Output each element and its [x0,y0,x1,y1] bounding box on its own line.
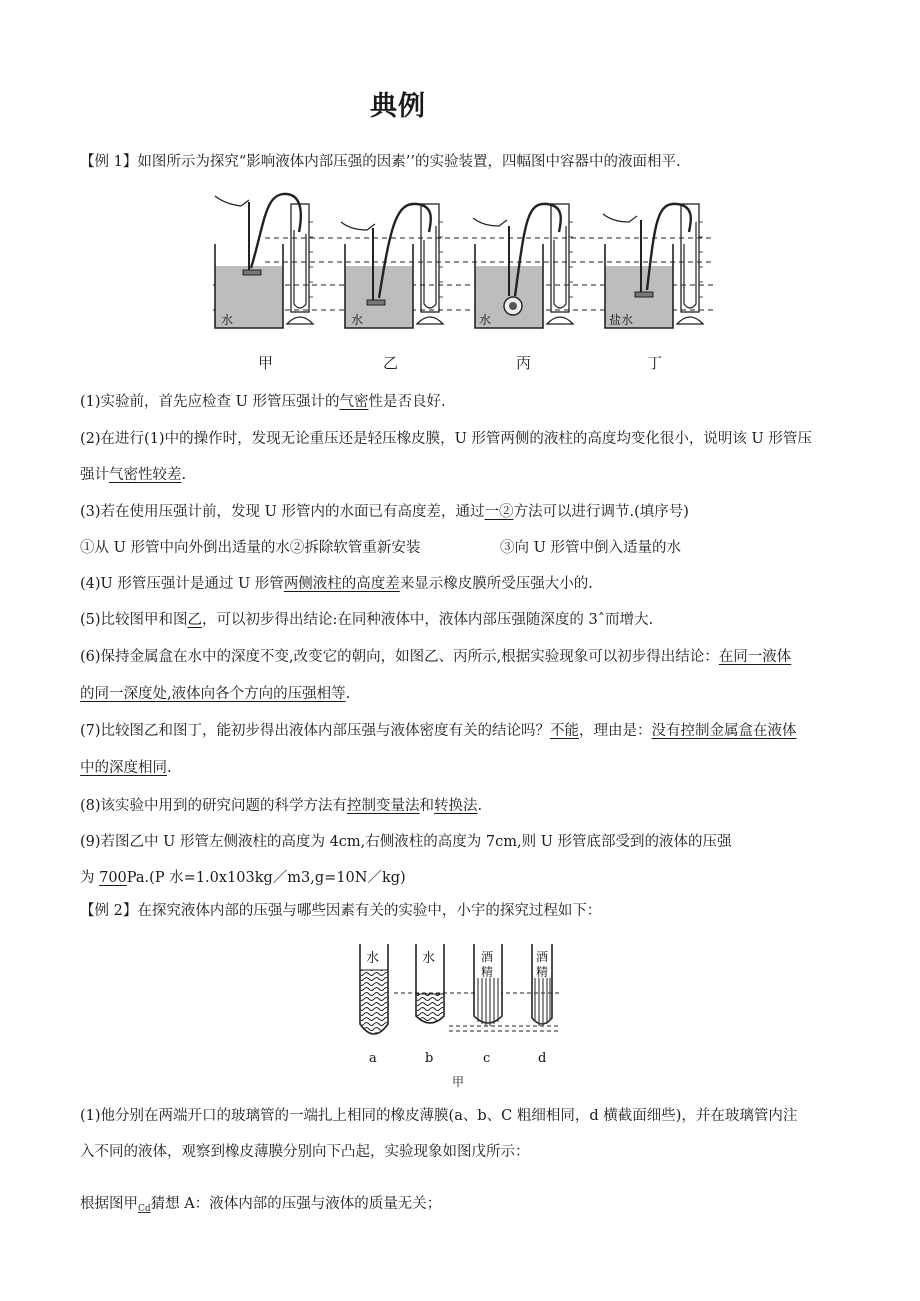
answer-7b: 没有控制金属盒在液体 [651,723,797,739]
apparatus-yi [341,204,443,328]
tube-b-label: b [425,1051,434,1066]
tube-b-liquid: 水 [422,951,436,966]
question-9-line1: (9)若图乙中 U 形管左侧液柱的高度为 4cm,右侧液柱的高度为 7cm,则 U 形管底部受到的液体的压强 [80,834,732,850]
question-2-line1: (2)在进行(1)中的操作时，发现无论重压还是轻压橡皮膜，U 形管两侧的液柱的高度均变化很小，说明该 U 形管压 [80,431,812,447]
answer-6b: 的同一深度处,液体向各个方向的压强相等 [80,686,346,702]
example2-intro [80,899,601,920]
tube-d-liquid: 酒 [536,950,549,964]
manometer-figure [205,182,725,342]
beaker-label-bing: 水 [479,313,492,327]
question-1: (1)实验前，首先应检查 U 形管压强计的气密性是否良好. [80,394,446,410]
tube-d [532,944,552,1066]
example2-p1-line2: 入不同的液体，观察到橡皮薄膜分别向下凸起，实验现象如图戊所示： [80,1144,530,1160]
caption-ding: 丁 [647,354,663,372]
question-5: (5)比较图甲和图乙，可以初步得出结论:在同种液体中，液体内部压强随深度的 3ˆ而增大. [80,612,654,628]
tube-b [416,944,444,1066]
answer-2: 气密性较差 [109,467,182,483]
answer-9: 700 [99,870,127,886]
example2-tag: 【例 2】 [80,903,138,919]
question-8: (8)该实验中用到的研究问题的科学方法有控制变量法和转换法. [80,798,483,814]
question-7-line2: 中的深度相同. [80,760,172,776]
tube-a-label: a [369,1051,377,1066]
question-3-options: ①从 U 形管中向外倒出适量的水②拆除软管重新安装 [80,540,421,556]
caption-bing: 丙 [516,354,532,372]
tube-a [360,944,388,1066]
answer-7a: 不能 [550,723,580,739]
question-3-option-3: ③向 U 形管中倒入适量的水 [500,540,681,556]
beaker-label-yi: 水 [351,313,364,327]
question-6-line1: (6)保持金属盒在水中的深度不变,改变它的朝向，如图乙、丙所示,根据实验现象可以初步得出结论：在同一液体 [80,649,792,665]
question-3: (3)若在使用压强计前，发现 U 形管内的水面已有高度差，通过一②方法可以进行调节.(填序号) [80,504,689,520]
answer-5: 乙 [187,612,203,628]
answer-1: 气密 [339,394,369,410]
apparatus-ding [603,204,703,328]
example2-p1-line1: (1)他分别在两端开口的玻璃管的一端扎上相同的橡皮薄膜(a、b、C 粗细相同，d 横截面细些)，并在玻璃管内注 [80,1108,798,1124]
tube-c-liquid: 酒 [481,950,494,964]
apparatus-jia [215,194,313,328]
question-6-line2: 的同一深度处,液体向各个方向的压强相等. [80,686,351,702]
example2-hypothesis: 根据图甲$_{Cd}$猜想 A：液体内部的压强与液体的质量无关； [80,1196,442,1214]
page-title: 典例 [370,91,426,122]
answer-8b: 转换法 [434,798,478,814]
svg-text:精: 精 [536,965,549,979]
question-7-line1: (7)比较图乙和图丁，能初步得出液体内部压强与液体密度有关的结论吗？不能，理由是：没有控制金属盒在液体 [80,723,797,739]
tube-c-label: c [483,1051,491,1066]
caption-jia: 甲 [258,354,274,372]
svg-text:精: 精 [481,965,494,979]
beaker-label-jia: 水 [221,313,234,327]
small-note: Cd [138,1204,151,1214]
answer-3: 一② [484,504,514,520]
answer-8a: 控制变量法 [347,798,420,814]
answer-7c: 中的深度相同 [80,760,167,776]
answer-6a: 在同一液体 [718,649,792,665]
beaker-label-ding: 盐水 [609,313,634,327]
caption-yi: 乙 [383,354,399,372]
glass-tube-figure [354,936,564,1068]
tube-d-label: d [538,1051,547,1066]
question-9-line2: 为 700Pa.(P 水=1.0x103kg／m3,g=10N／kg) [80,870,406,886]
answer-4: 两侧液柱的高度差 [283,576,400,592]
tube-a-liquid: 水 [366,951,380,966]
tube-c [474,944,502,1066]
example1-tag: 【例 1】 [80,154,138,170]
question-2-line2: 强计气密性较差. [80,467,187,483]
figure2-caption: 甲 [452,1075,465,1089]
example1-text: 如图所示为探究“影响液体内部压强的因素’’的实验装置，四幅图中容器中的液面相平. [137,154,681,170]
apparatus-bing [473,204,573,328]
example1-intro [80,150,681,171]
question-4: (4)U 形管压强计是通过 U 形管两侧液柱的高度差来显示橡皮膜所受压强大小的. [80,576,593,592]
example2-text: 在探究液体内部的压强与哪些因素有关的实验中，小宇的探究过程如下： [137,903,602,919]
